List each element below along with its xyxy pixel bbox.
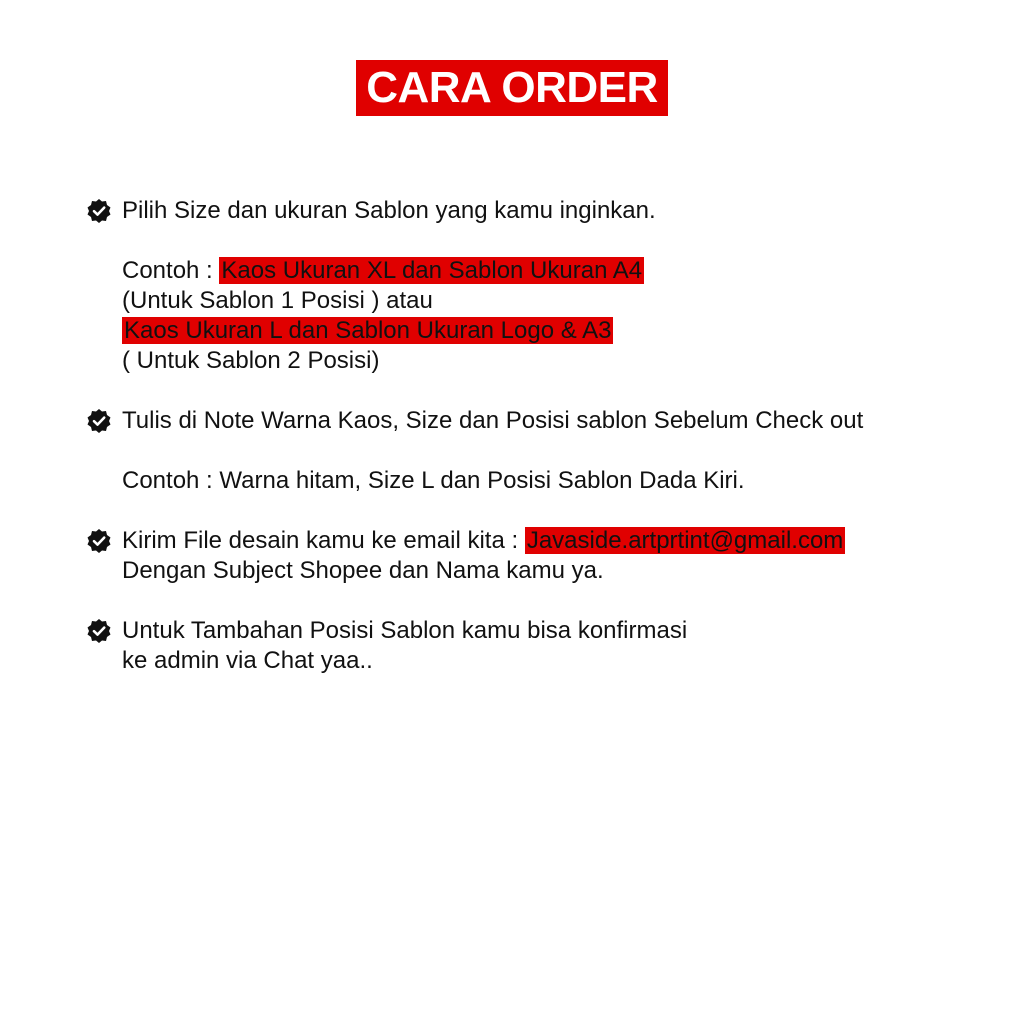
check-circle-icon bbox=[86, 408, 112, 434]
step-3-text-prefix: Kirim File desain kamu ke email kita : bbox=[122, 527, 519, 554]
step-1-example bbox=[122, 256, 1024, 286]
page-title: CARA ORDER bbox=[356, 60, 668, 116]
check-circle-icon bbox=[86, 528, 112, 554]
order-steps bbox=[0, 196, 1024, 706]
email-address: Javaside.artprtint@gmail.com bbox=[526, 527, 844, 554]
step-1-example-prefix: Contoh : bbox=[122, 257, 213, 284]
step-4-text: Untuk Tambahan Posisi Sablon kamu bisa konfirmasi bbox=[122, 617, 688, 644]
step-1-example-highlight2: Kaos Ukuran L dan Sablon Ukuran Logo & A3 bbox=[124, 317, 612, 344]
step-4 bbox=[0, 616, 1024, 676]
step-4-text-line2: ke admin via Chat yaa.. bbox=[122, 647, 373, 674]
step-1-example-note2: ( Untuk Sablon 2 Posisi) bbox=[122, 347, 380, 374]
step-1-example-note1: (Untuk Sablon 1 Posisi ) atau bbox=[122, 287, 433, 314]
check-circle-icon bbox=[86, 198, 112, 224]
title-wrap bbox=[0, 60, 1024, 116]
step-2-text: Tulis di Note Warna Kaos, Size dan Posisi sablon Sebelum Check out bbox=[122, 407, 864, 434]
step-1-example-line3 bbox=[122, 316, 1024, 346]
step-1-text: Pilih Size dan ukuran Sablon yang kamu inginkan. bbox=[122, 197, 656, 224]
step-2-example: Contoh : Warna hitam, Size L dan Posisi Sablon Dada Kiri. bbox=[122, 467, 745, 494]
step-3 bbox=[0, 526, 1024, 586]
step-3-text-line2: Dengan Subject Shopee dan Nama kamu ya. bbox=[122, 557, 604, 584]
step-3-text bbox=[122, 526, 1024, 556]
step-1 bbox=[0, 196, 1024, 376]
check-circle-icon bbox=[86, 618, 112, 644]
step-1-example-highlight: Kaos Ukuran XL dan Sablon Ukuran A4 bbox=[221, 257, 643, 284]
step-2 bbox=[0, 406, 1024, 496]
